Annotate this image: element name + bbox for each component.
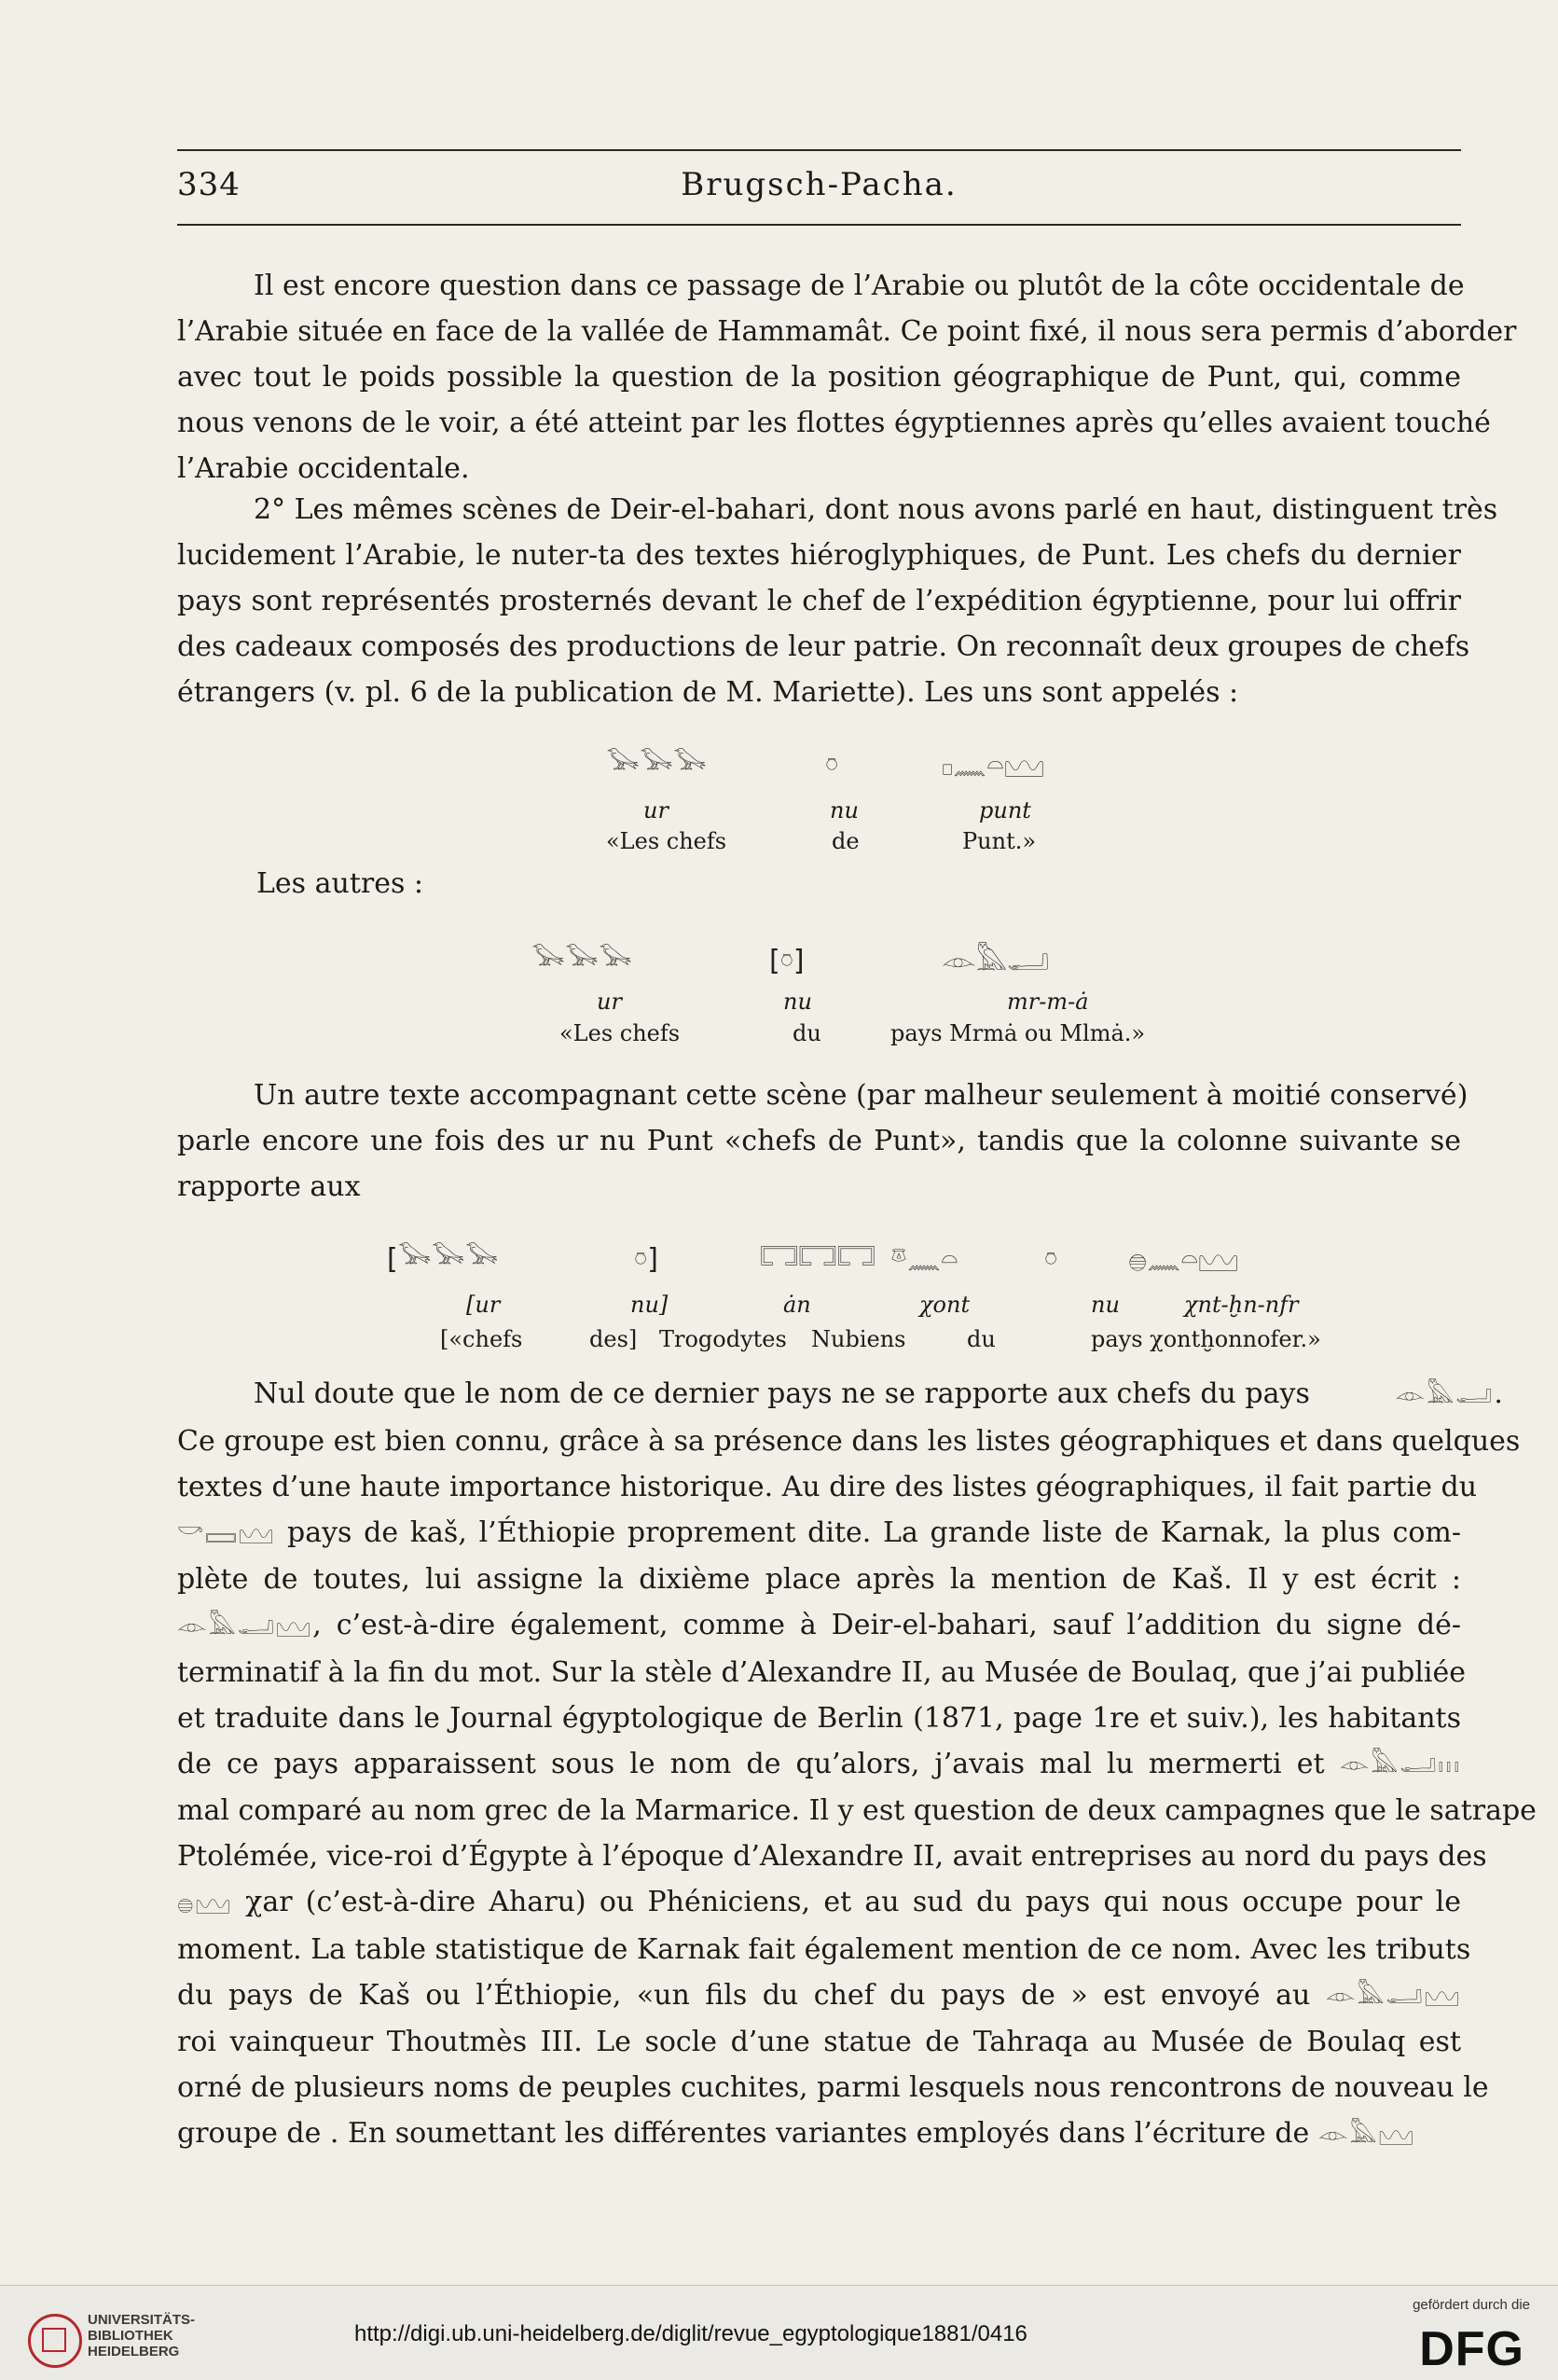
sponsor-text: gefördert durch die <box>1413 2297 1530 2313</box>
text-line: avec tout le poids possible la question de la position géographique de Punt, qui, comme <box>177 361 1461 394</box>
transliteration: ur <box>643 797 669 823</box>
institution-line: BIBLIOTHEK <box>88 2328 173 2344</box>
text-line <box>177 1602 1461 1650</box>
hieroglyph-inline: 𓁹𓅓𓂝𓈉 <box>1325 1982 1461 2010</box>
example-3-glyphs <box>387 1231 1319 1278</box>
text-line <box>177 1510 1461 1557</box>
gloss: pays χontḫonnofer.» <box>1091 1326 1321 1352</box>
hieroglyph-group: 𓁹𓅓𓂝 <box>942 945 1050 977</box>
running-title: Brugsch-Pacha. <box>681 166 958 203</box>
text-line: étrangers (v. pl. 6 de la publication de M. Mariette). Les uns sont appelés : <box>177 676 1239 709</box>
gloss: «Les chefs <box>606 828 727 854</box>
gloss: du <box>967 1326 996 1352</box>
gloss: des] <box>589 1326 638 1352</box>
institution-name <box>88 2312 195 2359</box>
text-line: parle encore une fois des ur nu Punt «chefs de Punt», tandis que la colonne suivante se <box>177 1125 1461 1157</box>
source-url-link[interactable]: http://digi.ub.uni-heidelberg.de/diglit/revue_egyptologique1881/0416 <box>354 2321 1027 2346</box>
gloss: «Les chefs <box>559 1020 681 1046</box>
text-run: χar (c’est-à-dire Aharu) ou Phéniciens, et au sud du pays qui nous occupe pour le <box>245 1886 1461 1918</box>
paragraph-4 <box>177 1371 1537 2158</box>
text-line: mal comparé au nom grec de la Marmarice. Il y est question de deux campagnes que le satrape <box>177 1794 1537 1827</box>
hieroglyph-group: 𓊪𓈖𓏏𓈉 <box>942 749 1044 782</box>
label-les-autres: Les autres : <box>256 867 424 900</box>
hieroglyph-group: 𓏌 <box>1044 1243 1058 1276</box>
hieroglyph-inline: 𓎡𓈙𓈉 <box>177 1519 276 1547</box>
transliteration: nu <box>1091 1292 1120 1318</box>
gloss: du <box>793 1020 821 1046</box>
gloss: Nubiens <box>811 1326 906 1352</box>
text-line <box>177 2110 1461 2158</box>
text-line: plète de toutes, lui assigne la dixième place après la mention de Kaš. Il y est écrit : <box>177 1563 1461 1596</box>
institution-line: HEIDELBERG <box>88 2344 180 2359</box>
text-line: Ptolémée, vice-roi d’Égypte à l’époque d’Alexandre II, avait entreprises au nord du pays des <box>177 1840 1487 1873</box>
gloss: Trogodytes <box>659 1326 787 1352</box>
text-line: l’Arabie située en face de la vallée de Hammamât. Ce point fixé, il nous sera permis d’aborder <box>177 315 1517 348</box>
text-line: moment. La table statistique de Karnak fait également mention de ce nom. Avec les tributs <box>177 1932 1471 1966</box>
text-line: nous venons de le voir, a été atteint par les flottes égyptiennes après qu’elles avaient touché <box>177 407 1491 439</box>
hieroglyph-inline: 𓁹𓅓𓂝𓏥 <box>1339 1750 1461 1778</box>
transliteration: ur <box>597 989 622 1015</box>
header-rule-top <box>177 149 1461 151</box>
example-1-transliteration <box>643 797 1054 827</box>
gloss: pays Mrmȧ ou Mlmȧ.» <box>890 1020 1146 1046</box>
text-run: de ce pays apparaissent sous le nom de qu’alors, j’avais mal lu mermerti et <box>177 1747 1325 1780</box>
example-2-glyphs <box>531 933 1147 979</box>
paragraph-1 <box>177 263 1517 491</box>
transliteration: χnt-ḫn-nfr <box>1184 1292 1299 1318</box>
text-line: Ce groupe est bien connu, grâce à sa présence dans les listes géographiques et dans quelques <box>177 1424 1521 1458</box>
university-seal-icon <box>28 2314 82 2368</box>
transliteration: nu] <box>630 1292 669 1318</box>
paragraph-2 <box>177 487 1498 715</box>
dfg-logo: DFG <box>1419 2322 1524 2376</box>
text-line: et traduite dans le Journal égyptologique de Berlin (1871, page 1re et suiv.), les habitants <box>177 1701 1461 1735</box>
text-run: Nul doute que le nom de ce dernier pays ne se rapporte aux chefs du pays <box>254 1377 1310 1410</box>
text-line: pays sont représentés prosternés devant le chef de l’expédition égyptienne, pour lui offrir <box>177 585 1461 617</box>
transliteration: nu <box>783 989 812 1015</box>
text-line: 2° Les mêmes scènes de Deir-el-bahari, dont nous avons parlé en haut, distinguent très <box>254 493 1498 526</box>
hieroglyph-group: 𓉐𓉐𓉐 <box>760 1243 876 1276</box>
gloss: Punt.» <box>962 828 1037 854</box>
header-rule-bottom <box>177 224 1461 226</box>
hieroglyph-group: 𓅨𓅨𓅨 <box>606 749 708 782</box>
paragraph-3 <box>177 1072 1468 1210</box>
running-header <box>177 159 1461 214</box>
transliteration: nu <box>830 797 859 823</box>
transliteration: χont <box>919 1292 971 1318</box>
text-line <box>177 1741 1461 1789</box>
hieroglyph-inline: 𓁹𓅓𓈉 <box>1317 2120 1415 2149</box>
text-line: l’Arabie occidentale. <box>177 452 470 485</box>
text-line: orné de plusieurs noms de peuples cuchites, parmi lesquels nous rencontrons de nouveau le <box>177 2071 1489 2104</box>
text-line: Nul doute que le nom de ce dernier pays ne se rapporte aux chefs du pays 𓁹𓅓𓂝. <box>177 1371 1461 1418</box>
footer-bar <box>0 2285 1558 2380</box>
text-line: Un autre texte accompagnant cette scène (par malheur seulement à moitié conservé) <box>254 1079 1468 1112</box>
text-run: pays de kaš, l’Éthiopie proprement dite. La grande liste de Karnak, la plus com- <box>287 1515 1461 1549</box>
gloss: de <box>832 828 860 854</box>
text-run: du pays de Kaš ou l’Éthiopie, «un fils du chef du pays de » est envoyé au <box>177 1978 1311 2012</box>
text-line: textes d’une haute importance historique. Au dire des listes géographiques, il fait partie du <box>177 1470 1478 1503</box>
page-number: 334 <box>177 166 241 203</box>
hieroglyph-inline: 𓁹𓅓𓂝 <box>1395 1380 1495 1409</box>
transliteration: mr-m-ȧ <box>1007 989 1089 1015</box>
institution-line: UNIVERSITÄTS- <box>88 2312 196 2328</box>
hieroglyph-group: 𓎼𓈖𓏏 <box>890 1243 958 1276</box>
hieroglyph-group: 𓏌] <box>634 1243 658 1276</box>
hieroglyph-inline: 𓁹𓅓𓂝𓈉 <box>177 1612 313 1640</box>
text-line: rapporte aux <box>177 1170 361 1203</box>
hieroglyph-inline: 𓐍𓈉 <box>177 1889 232 1917</box>
gloss: [«chefs <box>440 1326 523 1352</box>
text-line: roi vainqueur Thoutmès III. Le socle d’une statue de Tahraqa au Musée de Boulaq est <box>177 2026 1461 2058</box>
text-line: des cadeaux composés des productions de leur patrie. On reconnaît deux groupes de chefs <box>177 630 1470 663</box>
text-line: terminatif à la fin du mot. Sur la stèle d’Alexandre II, au Musée de Boulaq, que j’ai publiée <box>177 1655 1467 1689</box>
example-2-transliteration <box>597 989 1089 1018</box>
text-run: , c’est-à-dire également, comme à Deir-el-bahari, sauf l’addition du signe dé- <box>312 1609 1461 1641</box>
example-3-gloss <box>440 1326 1410 1356</box>
hieroglyph-group: [𓅨𓅨𓅨 <box>387 1243 499 1276</box>
text-line: Il est encore question dans ce passage de l’Arabie ou plutôt de la côte occidentale de <box>254 270 1465 302</box>
hieroglyph-group: 𓅨𓅨𓅨 <box>531 945 633 977</box>
example-3-transliteration <box>466 1292 1305 1321</box>
transliteration: punt <box>979 797 1031 823</box>
example-1-gloss <box>606 828 1054 858</box>
transliteration: ȧn <box>783 1292 811 1318</box>
text-line <box>177 1879 1461 1927</box>
hieroglyph-group: [𓏌] <box>769 945 805 977</box>
text-run: groupe de . En soumettant les différentes variantes employés dans l’écriture de <box>177 2117 1310 2150</box>
example-2-gloss <box>559 1020 1193 1050</box>
text-line: lucidement l’Arabie, le nuter-ta des textes hiéroglyphiques, de Punt. Les chefs du dernier <box>177 539 1461 572</box>
text-line <box>177 1972 1461 2020</box>
hieroglyph-group: 𓏌 <box>825 749 839 782</box>
hieroglyph-group: 𓐍𓈖𓏏𓈉 <box>1128 1243 1239 1276</box>
example-1-glyphs <box>606 737 1128 783</box>
transliteration: [ur <box>466 1292 501 1318</box>
